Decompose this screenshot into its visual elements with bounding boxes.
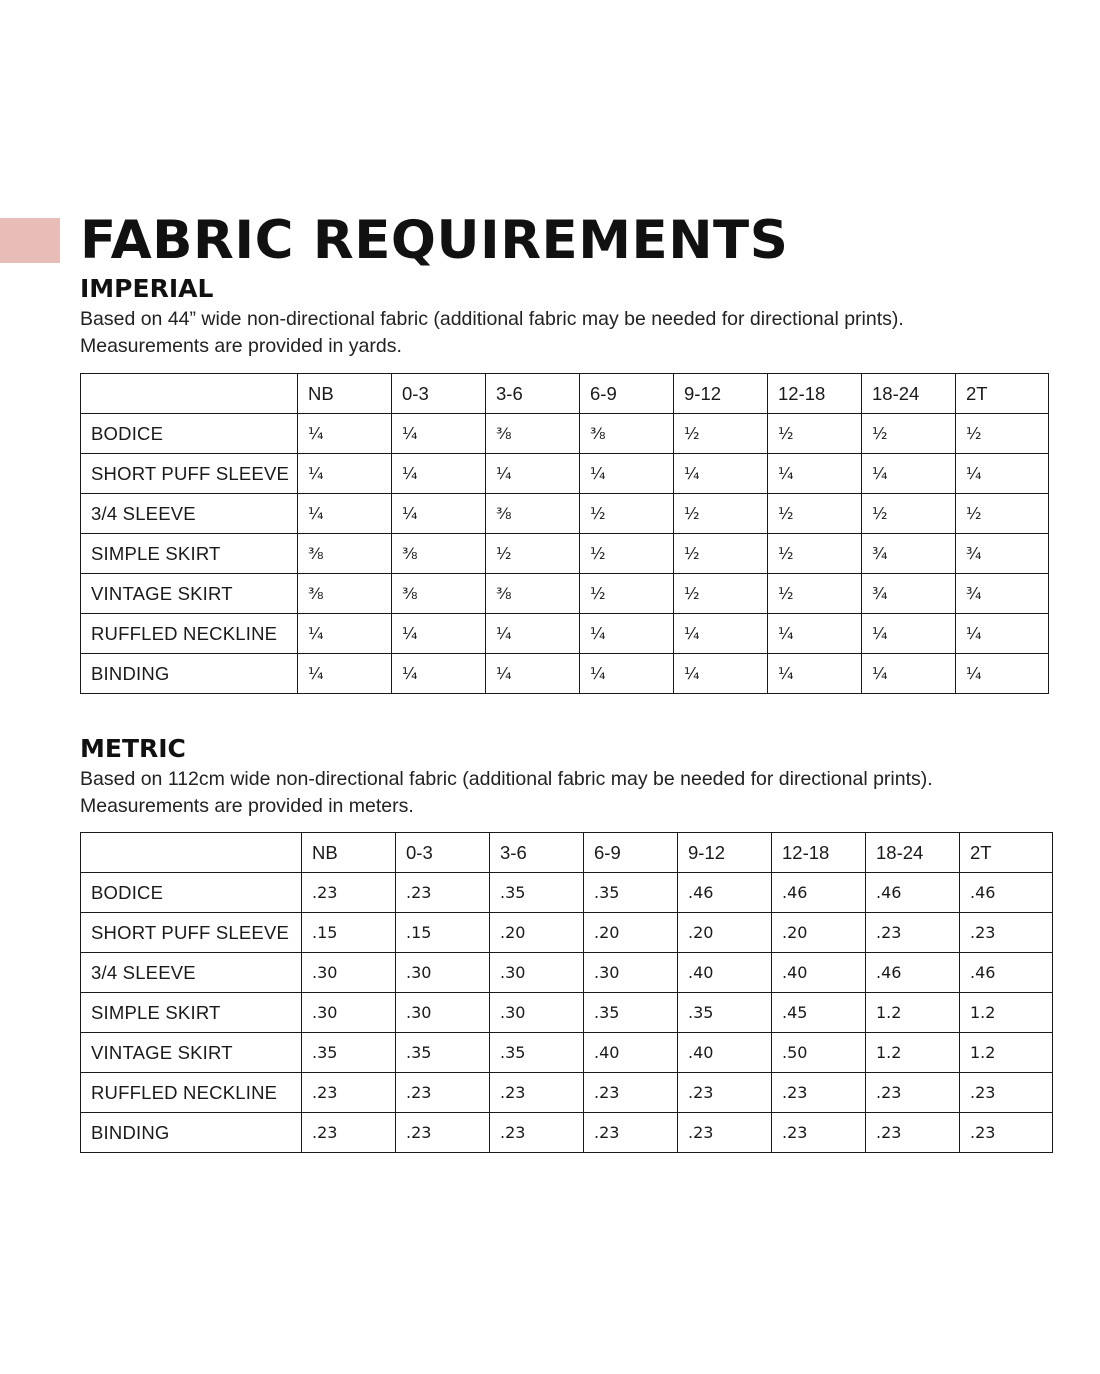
- size-header-cell: 2T: [960, 833, 1053, 873]
- value-cell: ¼: [674, 654, 768, 694]
- value-cell: .30: [584, 953, 678, 993]
- size-header-cell: 0-3: [392, 374, 486, 414]
- size-header-cell: 0-3: [396, 833, 490, 873]
- value-cell: .35: [490, 873, 584, 913]
- size-header-cell: 2T: [956, 374, 1049, 414]
- value-cell: .40: [584, 1033, 678, 1073]
- row-label-cell: 3/4 SLEEVE: [81, 494, 298, 534]
- value-cell: ¾: [862, 534, 956, 574]
- size-header-cell: 12-18: [772, 833, 866, 873]
- value-cell: .46: [960, 953, 1053, 993]
- size-header-cell: 3-6: [490, 833, 584, 873]
- value-cell: .15: [302, 913, 396, 953]
- table-row: [81, 1073, 1053, 1113]
- value-cell: .46: [678, 873, 772, 913]
- page-title: FABRIC REQUIREMENTS: [80, 210, 789, 271]
- imperial-description-line-2: Measurements are provided in yards.: [80, 335, 402, 357]
- row-label-cell: BODICE: [81, 414, 298, 454]
- value-cell: ½: [956, 494, 1049, 534]
- value-cell: ½: [768, 534, 862, 574]
- row-label-cell: BINDING: [81, 654, 298, 694]
- value-cell: ¼: [862, 454, 956, 494]
- metric-heading: METRIC: [80, 734, 186, 763]
- metric-description-line-2: Measurements are provided in meters.: [80, 795, 414, 817]
- row-label-cell: RUFFLED NECKLINE: [81, 1073, 302, 1113]
- value-cell: .23: [302, 1113, 396, 1153]
- value-cell: ¼: [768, 654, 862, 694]
- table-row: [81, 993, 1053, 1033]
- value-cell: .15: [396, 913, 490, 953]
- row-label-cell: 3/4 SLEEVE: [81, 953, 302, 993]
- value-cell: .35: [490, 1033, 584, 1073]
- value-cell: .23: [866, 1113, 960, 1153]
- value-cell: .30: [302, 993, 396, 1033]
- value-cell: .40: [678, 1033, 772, 1073]
- metric-description-line-1: Based on 112cm wide non-directional fabric (additional fabric may be needed for directional prints).: [80, 768, 933, 790]
- value-cell: ¼: [580, 654, 674, 694]
- value-cell: .23: [490, 1113, 584, 1153]
- value-cell: .30: [490, 953, 584, 993]
- value-cell: 1.2: [960, 1033, 1053, 1073]
- value-cell: ¼: [392, 614, 486, 654]
- table-row: [81, 654, 1049, 694]
- row-label-cell: BODICE: [81, 873, 302, 913]
- value-cell: .50: [772, 1033, 866, 1073]
- value-cell: ¼: [956, 614, 1049, 654]
- value-cell: .20: [490, 913, 584, 953]
- value-cell: ½: [862, 494, 956, 534]
- value-cell: .35: [396, 1033, 490, 1073]
- size-header-cell: NB: [298, 374, 392, 414]
- value-cell: ¼: [298, 614, 392, 654]
- size-header-cell: NB: [302, 833, 396, 873]
- value-cell: ½: [486, 534, 580, 574]
- imperial-heading: IMPERIAL: [80, 274, 214, 303]
- value-cell: ¼: [392, 494, 486, 534]
- table-row: [81, 1113, 1053, 1153]
- value-cell: ½: [768, 574, 862, 614]
- value-cell: ¼: [956, 654, 1049, 694]
- value-cell: .20: [584, 913, 678, 953]
- size-header-cell: 9-12: [678, 833, 772, 873]
- row-label-cell: VINTAGE SKIRT: [81, 1033, 302, 1073]
- metric-section: [80, 734, 933, 820]
- table-header-row: [81, 374, 1049, 414]
- header-corner-cell: [81, 833, 302, 873]
- value-cell: ½: [768, 414, 862, 454]
- value-cell: .23: [584, 1113, 678, 1153]
- value-cell: .23: [960, 1113, 1053, 1153]
- value-cell: ¼: [956, 454, 1049, 494]
- value-cell: .30: [302, 953, 396, 993]
- metric-description: [80, 766, 933, 820]
- value-cell: .23: [772, 1113, 866, 1153]
- value-cell: .35: [584, 873, 678, 913]
- value-cell: .20: [772, 913, 866, 953]
- value-cell: .46: [772, 873, 866, 913]
- value-cell: .23: [302, 873, 396, 913]
- value-cell: .45: [772, 993, 866, 1033]
- value-cell: 1.2: [866, 993, 960, 1033]
- value-cell: .30: [396, 953, 490, 993]
- value-cell: ¼: [298, 654, 392, 694]
- size-header-cell: 18-24: [862, 374, 956, 414]
- value-cell: ½: [580, 574, 674, 614]
- imperial-description-line-1: Based on 44” wide non-directional fabric (additional fabric may be needed for directional prints).: [80, 308, 904, 330]
- table-row: [81, 953, 1053, 993]
- value-cell: ⅜: [392, 534, 486, 574]
- value-cell: ½: [674, 494, 768, 534]
- value-cell: ¼: [392, 454, 486, 494]
- value-cell: ½: [674, 534, 768, 574]
- value-cell: ⅜: [298, 574, 392, 614]
- table-row: [81, 494, 1049, 534]
- value-cell: 1.2: [960, 993, 1053, 1033]
- value-cell: ¾: [862, 574, 956, 614]
- table-row: [81, 1033, 1053, 1073]
- value-cell: .23: [584, 1073, 678, 1113]
- value-cell: .23: [866, 913, 960, 953]
- imperial-description: [80, 306, 904, 360]
- value-cell: ½: [674, 414, 768, 454]
- size-header-cell: 6-9: [584, 833, 678, 873]
- value-cell: ¼: [580, 614, 674, 654]
- value-cell: ¼: [392, 654, 486, 694]
- size-header-cell: 3-6: [486, 374, 580, 414]
- row-label-cell: VINTAGE SKIRT: [81, 574, 298, 614]
- value-cell: ½: [674, 574, 768, 614]
- value-cell: ¾: [956, 574, 1049, 614]
- value-cell: ¼: [674, 454, 768, 494]
- value-cell: .46: [866, 953, 960, 993]
- value-cell: ½: [580, 494, 674, 534]
- value-cell: .46: [866, 873, 960, 913]
- table-row: [81, 873, 1053, 913]
- value-cell: .23: [866, 1073, 960, 1113]
- value-cell: .35: [678, 993, 772, 1033]
- value-cell: .20: [678, 913, 772, 953]
- size-header-cell: 9-12: [674, 374, 768, 414]
- value-cell: .40: [678, 953, 772, 993]
- value-cell: .35: [584, 993, 678, 1033]
- value-cell: ¾: [956, 534, 1049, 574]
- value-cell: .23: [960, 913, 1053, 953]
- table-row: [81, 913, 1053, 953]
- value-cell: ¼: [486, 654, 580, 694]
- value-cell: ¼: [486, 454, 580, 494]
- row-label-cell: RUFFLED NECKLINE: [81, 614, 298, 654]
- value-cell: ½: [956, 414, 1049, 454]
- table-row: [81, 614, 1049, 654]
- value-cell: ⅜: [580, 414, 674, 454]
- table-row: [81, 454, 1049, 494]
- value-cell: .23: [678, 1113, 772, 1153]
- value-cell: 1.2: [866, 1033, 960, 1073]
- value-cell: .46: [960, 873, 1053, 913]
- table-row: [81, 574, 1049, 614]
- value-cell: .40: [772, 953, 866, 993]
- value-cell: .23: [396, 1073, 490, 1113]
- value-cell: ⅜: [486, 494, 580, 534]
- value-cell: .23: [396, 1113, 490, 1153]
- value-cell: ½: [862, 414, 956, 454]
- table-row: [81, 414, 1049, 454]
- metric-table: [80, 832, 1053, 1153]
- value-cell: ¼: [298, 494, 392, 534]
- size-header-cell: 12-18: [768, 374, 862, 414]
- imperial-section: [80, 274, 904, 360]
- value-cell: ⅜: [486, 574, 580, 614]
- row-label-cell: SIMPLE SKIRT: [81, 993, 302, 1033]
- value-cell: ¼: [862, 654, 956, 694]
- value-cell: ¼: [298, 414, 392, 454]
- value-cell: ⅜: [298, 534, 392, 574]
- value-cell: .23: [302, 1073, 396, 1113]
- value-cell: .23: [772, 1073, 866, 1113]
- value-cell: .23: [960, 1073, 1053, 1113]
- value-cell: ¼: [486, 614, 580, 654]
- value-cell: .30: [396, 993, 490, 1033]
- value-cell: ⅜: [486, 414, 580, 454]
- value-cell: ¼: [580, 454, 674, 494]
- imperial-table: [80, 373, 1049, 694]
- value-cell: ¼: [674, 614, 768, 654]
- value-cell: ¼: [768, 614, 862, 654]
- value-cell: ⅜: [392, 574, 486, 614]
- size-header-cell: 18-24: [866, 833, 960, 873]
- value-cell: .23: [396, 873, 490, 913]
- value-cell: .23: [678, 1073, 772, 1113]
- value-cell: ½: [580, 534, 674, 574]
- value-cell: .30: [490, 993, 584, 1033]
- accent-bar: [0, 218, 60, 263]
- row-label-cell: SIMPLE SKIRT: [81, 534, 298, 574]
- header-corner-cell: [81, 374, 298, 414]
- value-cell: ¼: [768, 454, 862, 494]
- table-header-row: [81, 833, 1053, 873]
- table-row: [81, 534, 1049, 574]
- row-label-cell: BINDING: [81, 1113, 302, 1153]
- value-cell: .35: [302, 1033, 396, 1073]
- value-cell: ¼: [862, 614, 956, 654]
- size-header-cell: 6-9: [580, 374, 674, 414]
- value-cell: ½: [768, 494, 862, 534]
- value-cell: .23: [490, 1073, 584, 1113]
- value-cell: ¼: [298, 454, 392, 494]
- value-cell: ¼: [392, 414, 486, 454]
- row-label-cell: SHORT PUFF SLEEVE: [81, 913, 302, 953]
- row-label-cell: SHORT PUFF SLEEVE: [81, 454, 298, 494]
